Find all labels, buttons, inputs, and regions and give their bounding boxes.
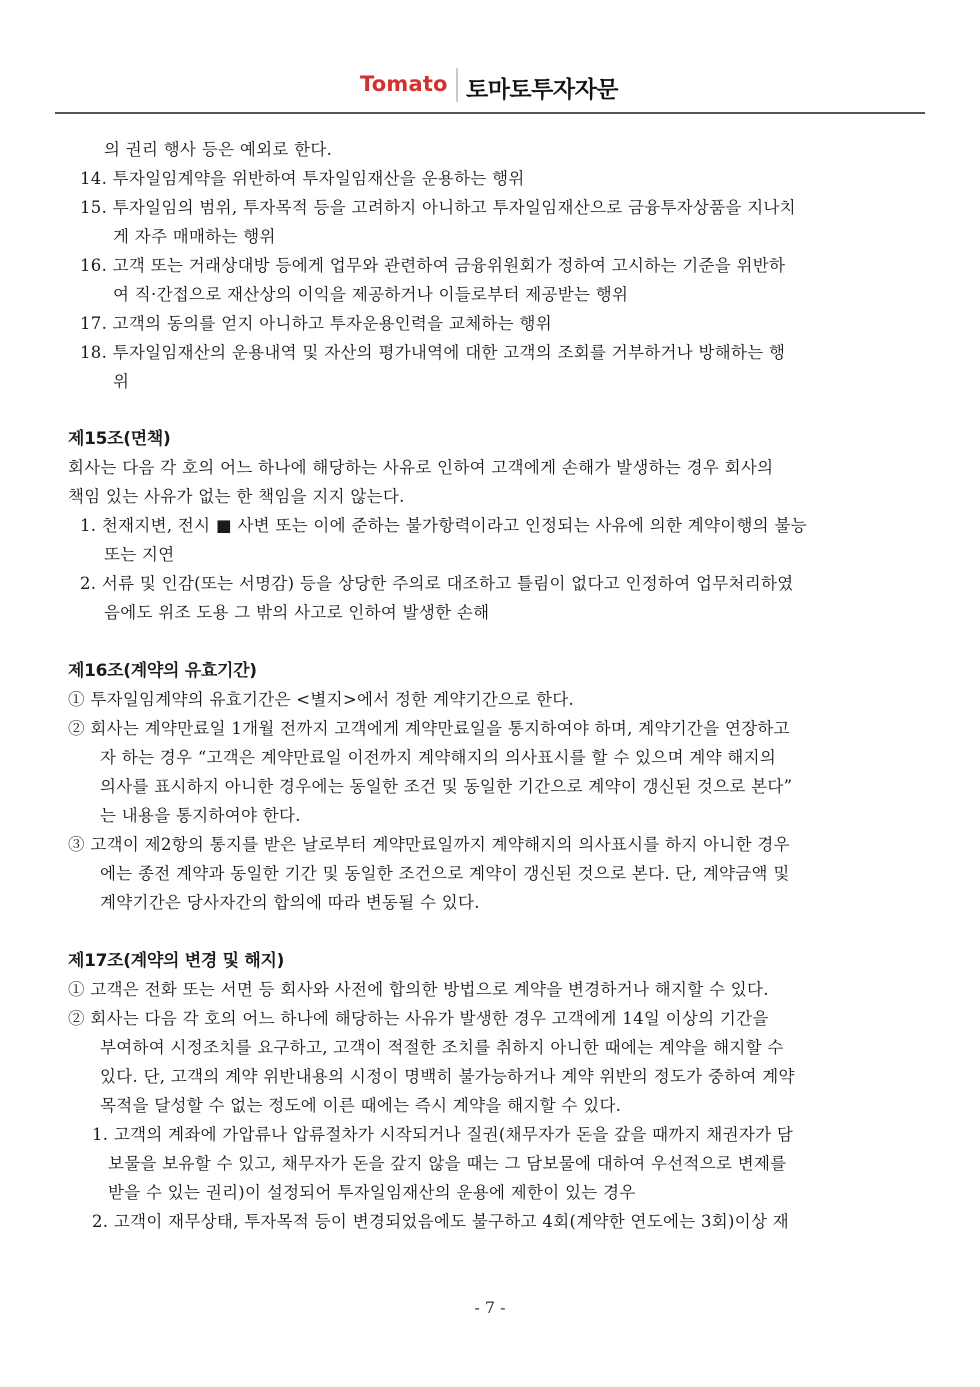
clause-2: ② 회사는 다음 각 호의 어느 하나에 해당하는 사유가 발생한 경우 고객에게 14일 이상의 기간을 <box>68 1009 769 1028</box>
clause-1: ① 투자일임계약의 유효기간은 <별지>에서 정한 계약기간으로 한다. <box>68 690 575 709</box>
text-line: 음에도 위조 도용 그 밖의 사고로 인하여 발생한 손해 <box>104 603 490 622</box>
text-line: 계약기간은 당사자간의 합의에 따라 변동될 수 있다. <box>100 893 480 912</box>
brand-logo-english: Tomato <box>360 72 448 96</box>
list-item-16: 16. 고객 또는 거래상대방 등에게 업무와 관련하여 금융위원회가 정하여 고시하는 기준을 위반하 <box>80 256 786 275</box>
text-line: 자 하는 경우 “고객은 계약만료일 이전까지 계약해지의 의사표시를 할 수 있으며 계약 해지의 <box>100 748 777 767</box>
clause-3: ③ 고객이 제2항의 통지를 받은 날로부터 계약만료일까지 계약해지의 의사표시를 하지 아니한 경우 <box>68 835 790 854</box>
list-item-15: 15. 투자일임의 범위, 투자목적 등을 고려하지 아니하고 투자일임재산으로 금융투자상품을 지나치 <box>80 198 796 217</box>
header-divider <box>55 112 925 114</box>
section-heading-article-17: 제17조(계약의 변경 및 해지) <box>68 951 285 971</box>
brand-divider <box>456 68 458 102</box>
page-number: - 7 - <box>474 1298 506 1317</box>
text-line: 의사를 표시하지 아니한 경우에는 동일한 조건 및 동일한 기간으로 계약이 갱신된 것으로 본다” <box>100 777 793 796</box>
text-line: 에는 종전 계약과 동일한 기간 및 동일한 조건으로 계약이 갱신된 것으로 본다. 단, 계약금액 및 <box>100 864 790 883</box>
list-item-14: 14. 투자일임계약을 위반하여 투자일임재산을 운용하는 행위 <box>80 169 525 188</box>
list-item-2: 2. 서류 및 인감(또는 서명감) 등을 상당한 주의로 대조하고 틀림이 없다고 인정하여 업무처리하였 <box>80 574 794 593</box>
list-item-17: 17. 고객의 동의를 얻지 아니하고 투자운용인력을 교체하는 행위 <box>80 314 552 333</box>
text-line: 또는 지연 <box>104 545 175 564</box>
text-line: 받을 수 있는 권리)이 설정되어 투자일임재산의 운용에 제한이 있는 경우 <box>108 1183 636 1202</box>
text-line: 책임 있는 사유가 없는 한 책임을 지지 않는다. <box>68 487 405 506</box>
text-line: 있다. 단, 고객의 계약 위반내용의 시정이 명백히 불가능하거나 계약 위반의 정도가 중하여 계약 <box>100 1067 795 1086</box>
text-line: 보물을 보유할 수 있고, 채무자가 돈을 갚지 않을 때는 그 담보물에 대하여 우선적으로 변제를 <box>108 1154 787 1173</box>
text-line: 여 직·간접으로 재산상의 이익을 제공하거나 이들로부터 제공받는 행위 <box>113 285 629 304</box>
section-heading-article-16: 제16조(계약의 유효기간) <box>68 661 257 681</box>
clause-1: ① 고객은 전화 또는 서면 등 회사와 사전에 합의한 방법으로 계약을 변경하거나 해지할 수 있다. <box>68 980 769 999</box>
page-header <box>0 62 980 112</box>
list-item-2: 2. 고객이 재무상태, 투자목적 등이 변경되었음에도 불구하고 4회(계약한 연도에는 3회)이상 재 <box>92 1212 790 1231</box>
text-line: 위 <box>113 372 130 391</box>
text-line: 의 권리 행사 등은 예외로 한다. <box>104 140 333 159</box>
text-line: 게 자주 매매하는 행위 <box>113 227 276 246</box>
brand-logo-korean: 토마토투자자문 <box>466 77 619 103</box>
text-line: 는 내용을 통지하여야 한다. <box>100 806 301 825</box>
text-line: 부여하여 시정조치를 요구하고, 고객이 적절한 조치를 취하지 아니한 때에는 계약을 해지할 수 <box>100 1038 784 1057</box>
list-item-1: 1. 천재지변, 전시 ■ 사변 또는 이에 준하는 불가항력이라고 인정되는 사유에 의한 계약이행의 불능 <box>80 516 807 535</box>
list-item-18: 18. 투자일임재산의 운용내역 및 자산의 평가내역에 대한 고객의 조회를 거부하거나 방해하는 행 <box>80 343 786 362</box>
clause-2: ② 회사는 계약만료일 1개월 전까지 고객에게 계약만료일을 통지하여야 하며, 계약기간을 연장하고 <box>68 719 790 738</box>
text-line: 목적을 달성할 수 없는 정도에 이른 때에는 즉시 계약을 해지할 수 있다. <box>100 1096 622 1115</box>
text-line: 회사는 다음 각 호의 어느 하나에 해당하는 사유로 인하여 고객에게 손해가 발생하는 경우 회사의 <box>68 458 774 477</box>
section-heading-article-15: 제15조(면책) <box>68 429 171 449</box>
list-item-1: 1. 고객의 계좌에 가압류나 압류절차가 시작되거나 질권(채무자가 돈을 갚을 때까지 채권자가 담 <box>92 1125 794 1144</box>
